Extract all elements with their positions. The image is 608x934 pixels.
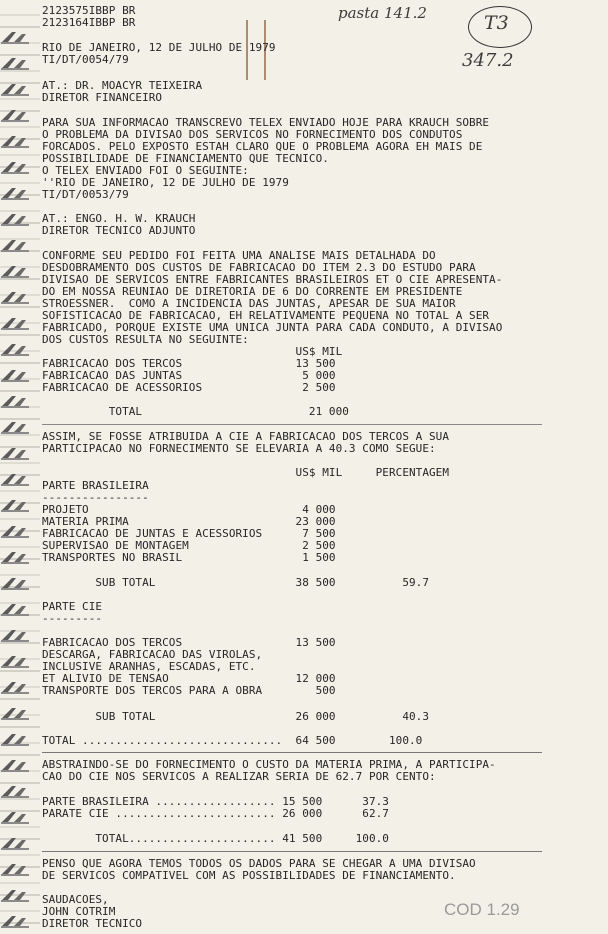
document-line: INCLUSIVE ARANHAS, ESCADAS, ETC. [42, 660, 256, 673]
document-line: SAUDACOES, [42, 893, 109, 906]
document-line: FABRICACAO DE ACESSORIOS 2 500 [42, 381, 336, 394]
logo-icon [0, 368, 34, 382]
document-line: FABRICACAO DE JUNTAS E ACESSORIOS 7 500 [42, 527, 336, 540]
document-line: MATERIA PRIMA 23 000 [42, 515, 336, 528]
document-line: DOS CUSTOS RESULTA NO SEGUINTE: [42, 333, 249, 346]
logo-icon [0, 212, 34, 226]
logo-icon [0, 914, 34, 928]
logo-icon [0, 420, 34, 434]
document-line: SUB TOTAL 26 000 40.3 [42, 710, 430, 723]
separator-line [42, 752, 542, 753]
document-line: --------- [42, 612, 103, 625]
document-line: FABRICADO, PORQUE EXISTE UMA UNICA JUNTA PARA CADA CONDUTO, A DIVISAO [42, 321, 503, 334]
document-line: O PROBLEMA DA DIVISAO DOS SERVICOS NO FORNECIMENTO DOS CONDUTOS [42, 128, 463, 141]
separator-line [42, 851, 542, 852]
document-line: FORCADOS. PELO EXPOSTO ESTAH CLARO QUE O PROBLEMA AGORA EH MAIS DE [42, 140, 483, 153]
document-line: PARA SUA INFORMACAO TRANSCREVO TELEX ENVIADO HOJE PARA KRAUCH SOBRE [42, 116, 490, 129]
document-line: DO EM NOSSA REUNIAO DE DIRETORIA DE 6 DO CORRENTE EM PRESIDENTE [42, 285, 463, 298]
logo-icon [0, 82, 34, 96]
document-line: PARTE CIE [42, 600, 103, 613]
logo-icon [0, 862, 34, 876]
document-line: ---------------- [42, 491, 149, 504]
logo-icon [0, 550, 34, 564]
logo-icon [0, 186, 34, 200]
logo-icon [0, 784, 34, 798]
document-line: PARATE CIE ........................ 26 000 62.7 [42, 807, 389, 820]
document-line: 2123164IBBP BR [42, 16, 136, 29]
handwritten-pasta-note: pasta 141.2 [338, 4, 427, 22]
document-line: 2123575IBBP BR [42, 4, 136, 17]
document-line: SUB TOTAL 38 500 59.7 [42, 576, 430, 589]
document-line: FABRICACAO DOS TERCOS 13 500 [42, 636, 336, 649]
logo-icon [0, 264, 34, 278]
separator-line [42, 424, 542, 425]
document-line: DE SERVICOS COMPATIVEL COM AS POSSIBILIDADES DE FINANCIAMENTO. [42, 869, 456, 882]
document-line: FABRICACAO DAS JUNTAS 5 000 [42, 369, 336, 382]
logo-icon [0, 576, 34, 590]
handwritten-cod-note: COD 1.29 [444, 900, 520, 919]
document-line: DESCARGA, FABRICACAO DAS VIROLAS, [42, 648, 263, 661]
document-line: JOHN COTRIM [42, 905, 116, 918]
document-line: TOTAL 21 000 [42, 405, 349, 418]
document-line: DIVISAO DE SERVICOS ENTRE FABRICANTES BRASILEIROS ET O CIE APRESENTA- [42, 273, 503, 286]
document-line: PARTE BRASILEIRA [42, 479, 149, 492]
document-line: US$ MIL [42, 345, 343, 358]
logo-icon [0, 680, 34, 694]
logo-icon [0, 706, 34, 720]
logo-icon [0, 446, 34, 460]
document-line: ABSTRAINDO-SE DO FORNECIMENTO O CUSTO DA MATERIA PRIMA, A PARTICIPA- [42, 758, 496, 771]
document-line: STROESSNER. COMO A INCIDENCIA DAS JUNTAS, APESAR DE SUA MAIOR [42, 297, 456, 310]
logo-icon [0, 524, 34, 538]
document-line: RIO DE JANEIRO, 12 DE JULHO DE 1979 [42, 41, 276, 54]
logo-icon [0, 732, 34, 746]
logo-icon [0, 498, 34, 512]
document-line: US$ MIL PERCENTAGEM [42, 466, 450, 479]
handwritten-circled-code: T3 [484, 12, 509, 34]
document-line: CONFORME SEU PEDIDO FOI FEITA UMA ANALISE MAIS DETALHADA DO [42, 249, 436, 262]
logo-icon [0, 290, 34, 304]
document-line: FABRICACAO DOS TERCOS 13 500 [42, 357, 336, 370]
logo-icon [0, 810, 34, 824]
document-line: ET ALIVIO DE TENSAO 12 000 [42, 672, 336, 685]
document-line: DIRETOR TECNICO [42, 917, 143, 930]
logo-icon [0, 602, 34, 616]
logo-icon [0, 108, 34, 122]
logo-icon [0, 472, 34, 486]
logo-icon [0, 56, 34, 70]
document-line: POSSIBILIDADE DE FINANCIAMENTO QUE TECNICO. [42, 152, 329, 165]
document-line: CAO DO CIE NOS SERVICOS A REALIZAR SERIA DE 62.7 POR CENTO: [42, 770, 436, 783]
document-line: PARTICIPACAO NO FORNECIMENTO SE ELEVARIA A 40.3 COMO SEGUE: [42, 442, 436, 455]
document-line: SOFISTICACAO DE FABRICACAO, EH RELATIVAMENTE PEQUENA NO TOTAL A SER [42, 309, 490, 322]
document-line: DESDOBRAMENTO DOS CUSTOS DE FABRICACAO DO ITEM 2.3 DO ESTUDO PARA [42, 261, 476, 274]
document-line: PENSO QUE AGORA TEMOS TODOS OS DADOS PARA SE CHEGAR A UMA DIVISAO [42, 857, 476, 870]
document-line: AT.: ENGO. H. W. KRAUCH [42, 212, 196, 225]
document-line: TRANSPORTE DOS TERCOS PARA A OBRA 500 [42, 684, 336, 697]
logo-icon [0, 758, 34, 772]
logo-icon [0, 160, 34, 174]
document-line: AT.: DR. MOACYR TEIXEIRA [42, 79, 203, 92]
document-line: TOTAL...................... 41 500 100.0 [42, 832, 389, 845]
handwritten-number: 347.2 [462, 50, 514, 71]
document-line: TI/DT/0053/79 [42, 188, 129, 201]
logo-icon [0, 342, 34, 356]
document-line: PROJETO 4 000 [42, 503, 336, 516]
logo-icon [0, 888, 34, 902]
logo-icon [0, 316, 34, 330]
document-line: ASSIM, SE FOSSE ATRIBUIDA A CIE A FABRICACAO DOS TERCOS A SUA [42, 430, 450, 443]
document-line: O TELEX ENVIADO FOI O SEGUINTE: [42, 164, 249, 177]
logo-icon [0, 238, 34, 252]
logo-icon [0, 394, 34, 408]
document-line: SUPERVISAO DE MONTAGEM 2 500 [42, 539, 336, 552]
document-line: TOTAL .............................. 64 500 100.0 [42, 734, 423, 747]
logo-icon [0, 134, 34, 148]
document-line: DIRETOR TECNICO ADJUNTO [42, 224, 196, 237]
document-line: PARTE BRASILEIRA .................. 15 500 37.3 [42, 795, 389, 808]
logo-icon [0, 654, 34, 668]
document-line: TRANSPORTES NO BRASIL 1 500 [42, 551, 336, 564]
logo-icon [0, 628, 34, 642]
document-line: TI/DT/0054/79 [42, 53, 129, 66]
document-line: ''RIO DE JANEIRO, 12 DE JULHO DE 1979 [42, 176, 289, 189]
logo-icon [0, 30, 34, 44]
document-line: DIRETOR FINANCEIRO [42, 91, 163, 104]
logo-icon [0, 836, 34, 850]
